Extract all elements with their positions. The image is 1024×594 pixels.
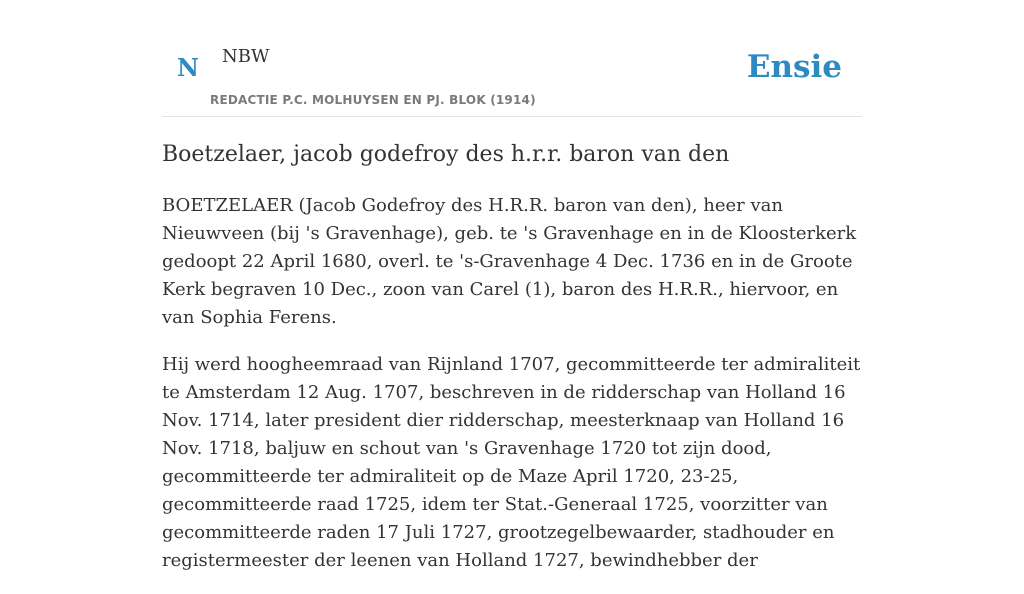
brand-logo[interactable]: Ensie: [746, 49, 842, 85]
source-editors: REDACTIE P.C. MOLHUYSEN EN PJ. BLOK (1914): [210, 93, 536, 107]
article-paragraph: BOETZELAER (Jacob Godefroy des H.R.R. baron van den), heer van Nieuwveen (bij 's Gravenhage), geb. te 's Gravenhage en in de Kloosterkerk gedoopt 22 April 1680, overl. te 's-Gravenhage 4 Dec. 1736 en in de Groote Kerk begraven 10 Dec., zoon van Carel (1), baron des H.R.R., hiervoor, en van Sophia Ferens.: [162, 195, 857, 328]
source-logo-icon[interactable]: N: [177, 53, 199, 82]
source-name[interactable]: NBW: [222, 46, 270, 67]
article-title: Boetzelaer, jacob godefroy des h.r.r. baron van den: [162, 142, 730, 167]
site-header: [162, 40, 862, 117]
article-paragraph: Hij werd hoogheemraad van Rijnland 1707, gecommitteerde ter admiraliteit te Amsterdam 12 Aug. 1707, beschreven in de ridderschap van Holland 16 Nov. 1714, later president dier ridderschap, meesterknaap van Holland 16 Nov. 1718, baljuw en schout van 's Gravenhage 1720 tot zijn dood, gecommitteerde ter admiraliteit op de Maze April 1720, 23-25, gecommitteerde raad 1725, idem ter Stat.-Generaal 1725, voorzitter van gecommitteerde raden 17 Juli 1727, grootzegelbewaarder, stadhouder en registermeester der leenen van Holland 1727, bewindhebber der: [162, 354, 861, 571]
article-body: [162, 192, 862, 594]
